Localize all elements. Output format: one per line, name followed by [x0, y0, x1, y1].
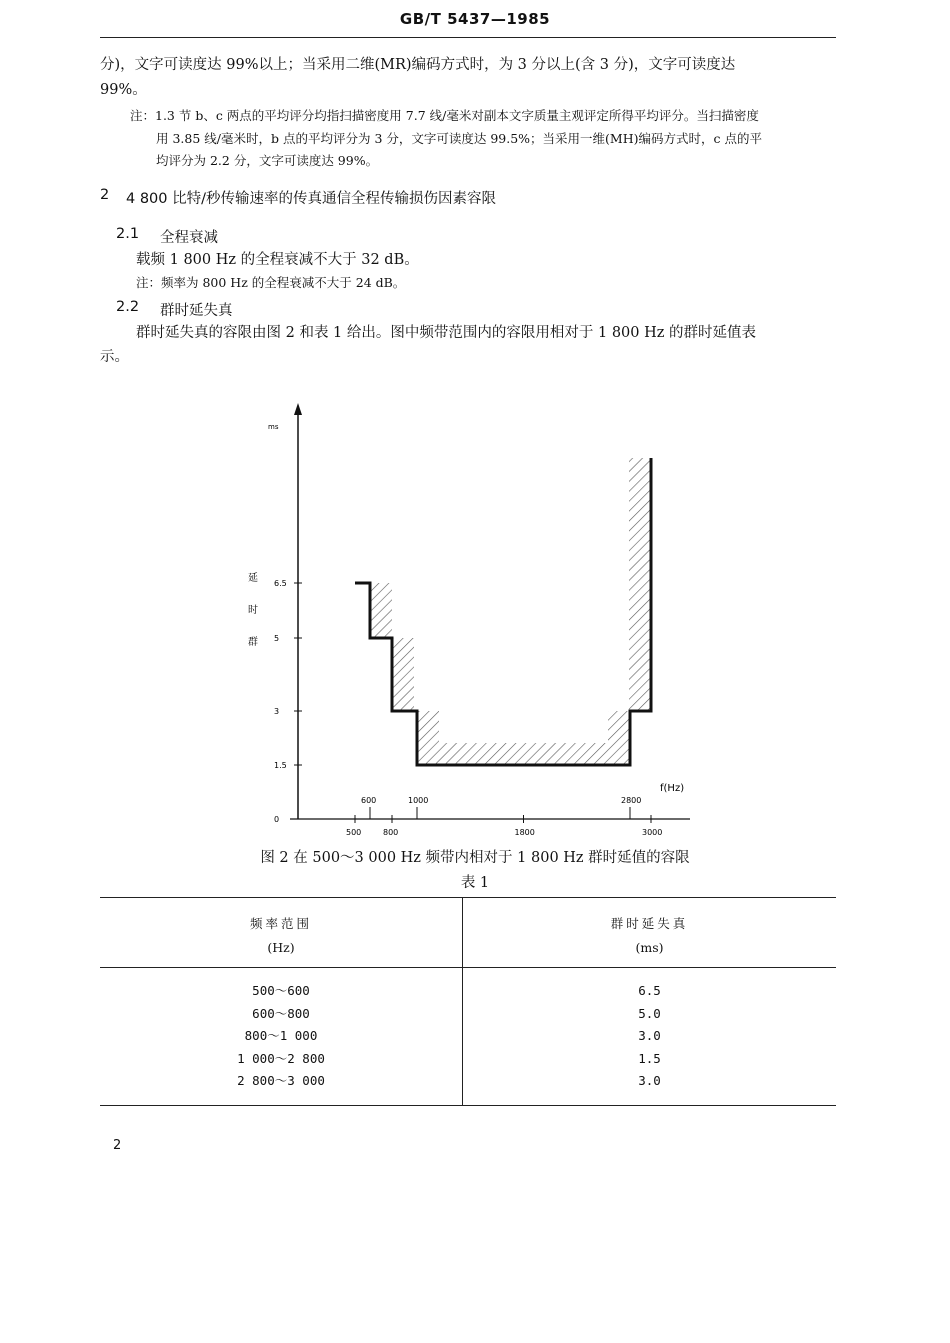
- y-axis-title-1: 群: [248, 637, 258, 648]
- paragraph-continued-line2: 99%。: [100, 82, 147, 98]
- table-cell: 500～600: [252, 983, 310, 998]
- y-axis-arrow: [294, 403, 302, 415]
- x-axis-label: f(Hz): [660, 783, 685, 794]
- table-header-row: [100, 898, 836, 968]
- section-2-2-body-line2: 示。: [100, 349, 129, 365]
- section-2-1-note: 注：频率为 800 Hz 的全程衰减不大于 24 dB。: [136, 275, 406, 290]
- header-rule: [100, 37, 836, 38]
- table-cell: 5.0: [638, 1005, 661, 1021]
- section-2-2-title: 群时延失真: [160, 303, 233, 319]
- header-frequency-range: [100, 898, 463, 968]
- group-delay-chart: [230, 395, 730, 845]
- table-body-row: [100, 968, 836, 1106]
- page-number: 2: [113, 1138, 122, 1153]
- section-2-number: 2: [100, 187, 110, 203]
- section-2-title: 4 800 比特/秒传输速率的传真通信全程传输损伤因素容限: [126, 191, 497, 207]
- x-tick-label-lower: 800: [383, 828, 399, 837]
- note1-line2: 用 3.85 线/毫米时，b 点的平均评分为 3 分，文字可读度达 99.5%；当采用一维(MH)编码方式时，c 点的平: [156, 131, 762, 146]
- x-tick-label-upper: 2800: [621, 796, 642, 805]
- table-cell: 3.0: [638, 1073, 661, 1088]
- table-cell: 1 000～2 800: [237, 1050, 325, 1066]
- header-frequency-unit: (Hz): [267, 940, 295, 955]
- y-unit-label: ms: [268, 423, 279, 431]
- y-axis-title-3: 延: [248, 573, 258, 584]
- section-2-2-body-line1: 群时延失真的容限由图 2 和表 1 给出。图中频带范围内的容限用相对于 1 800 Hz 的群时延值表: [136, 325, 757, 341]
- standard-header: GB/T 5437—1985: [399, 10, 551, 28]
- x-tick-label-lower: 500: [346, 828, 362, 837]
- x-tick-label-lower: 1800: [514, 828, 535, 837]
- section-2-1-body: 载频 1 800 Hz 的全程衰减不大于 32 dB。: [136, 252, 419, 268]
- section-2-1-number: 2.1: [116, 226, 140, 242]
- tolerance-hatch-band: [355, 458, 651, 765]
- y-tick-label: 3: [274, 707, 280, 716]
- x-tick-label-lower: 3000: [642, 828, 663, 837]
- y-tick-label: 0: [274, 815, 280, 824]
- x-tick-label-upper: 1000: [408, 796, 429, 805]
- note1-line1: 注：1.3 节 b、c 两点的平均评分均指扫描密度用 7.7 线/毫米对副本文字质量主观评定所得平均评分。当扫描密度: [130, 108, 759, 123]
- x-tick-label-upper: 600: [361, 796, 377, 805]
- y-tick-label: 5: [274, 634, 280, 643]
- section-2-1-title: 全程衰减: [160, 230, 218, 246]
- table-cell: 6.5: [638, 983, 661, 998]
- frequency-range-column: [100, 968, 463, 1106]
- figure-2-caption: 图 2 在 500～3 000 Hz 频带内相对于 1 800 Hz 群时延值的容限: [260, 850, 690, 866]
- header-frequency-label: 频率范围: [249, 916, 312, 931]
- y-tick-label: 6.5: [274, 579, 287, 588]
- group-delay-column: [463, 968, 837, 1106]
- header-group-delay-unit: (ms): [635, 940, 664, 955]
- y-axis-title-2: 时: [248, 605, 258, 616]
- table-1: [100, 897, 836, 1106]
- table-1-title: 表 1: [460, 875, 490, 891]
- section-2-2-number: 2.2: [116, 299, 140, 315]
- paragraph-continued-line1: 分)，文字可读度达 99%以上；当采用二维(MR)编码方式时，为 3 分以上(含 3 分)，文字可读度达: [100, 57, 736, 73]
- table-cell: 1.5: [638, 1050, 661, 1066]
- y-tick-label: 1.5: [274, 761, 287, 770]
- table-cell: 3.0: [638, 1028, 661, 1043]
- table-cell: 2 800～3 000: [237, 1073, 325, 1088]
- header-group-delay: [463, 898, 837, 968]
- figure-2: [230, 395, 730, 845]
- note1-line3: 均评分为 2.2 分，文字可读度达 99%。: [156, 153, 379, 168]
- table-cell: 600～800: [252, 1005, 310, 1021]
- tolerance-limit-line: [355, 458, 651, 765]
- table-cell: 800～1 000: [244, 1028, 318, 1043]
- header-group-delay-label: 群时延失真: [610, 916, 689, 931]
